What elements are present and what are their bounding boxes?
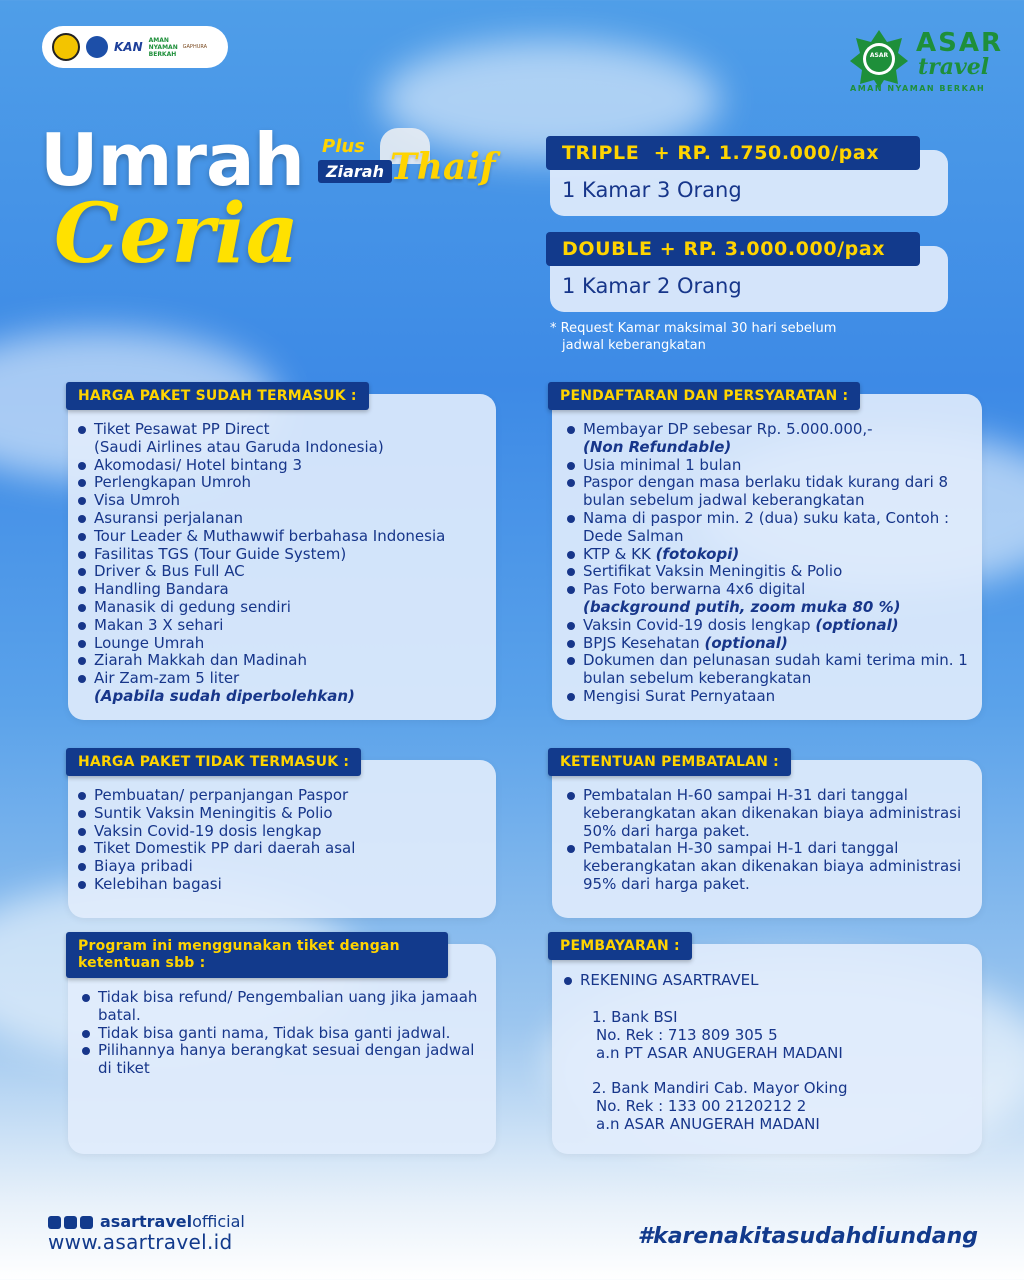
- room-note: [550, 320, 836, 354]
- logo-letters: ASAR: [869, 52, 889, 59]
- hero-thaif: Thaif: [390, 146, 496, 188]
- youtube-icon[interactable]: [80, 1216, 93, 1229]
- hero-ziarah: Ziarah: [318, 160, 392, 183]
- registration-list: [567, 421, 972, 706]
- list-item: Manasik di gedung sendiri: [78, 599, 493, 617]
- room-note-line2: jadwal keberangkatan: [562, 338, 706, 353]
- list-item: Tidak bisa ganti nama, Tidak bisa ganti jadwal.: [82, 1025, 492, 1043]
- room-label-double: DOUBLE + RP. 3.000.000/pax: [546, 232, 920, 266]
- room-desc: 1 Kamar 3 Orang: [562, 178, 742, 202]
- list-item: BPJS Kesehatan (optional): [567, 635, 972, 653]
- registration-title: PENDAFTARAN DAN PERSYARATAN :: [548, 382, 860, 410]
- list-item: Pembuatan/ perpanjangan Paspor: [78, 787, 493, 805]
- partner-badge-icon: [52, 33, 80, 61]
- list-item: REKENING ASARTRAVEL: [564, 972, 964, 990]
- list-item: Paspor dengan masa berlaku tidak kurang dari 8 bulan sebelum jadwal keberangkatan: [567, 474, 972, 510]
- gaphura-logo: GAPHURA: [182, 44, 208, 50]
- excluded-list: [78, 787, 493, 894]
- payment-list: [564, 972, 964, 990]
- room-desc: 1 Kamar 2 Orang: [562, 274, 742, 298]
- bank-an: a.n PT ASAR ANUGERAH MADANI: [596, 1044, 843, 1062]
- list-item: Dokumen dan pelunasan sudah kami terima min. 1 bulan sebelum keberangkatan: [567, 652, 972, 688]
- cancellation-list: [567, 787, 967, 894]
- brand-sub: travel: [918, 54, 990, 80]
- list-item: Vaksin Covid-19 dosis lengkap: [78, 823, 493, 841]
- list-item: Tiket Pesawat PP Direct (Saudi Airlines atau Garuda Indonesia): [78, 421, 493, 457]
- list-item: Visa Umroh: [78, 492, 493, 510]
- star-emblem-icon: [848, 28, 910, 90]
- list-item: Lounge Umrah: [78, 635, 493, 653]
- bank-rek: No. Rek : 133 00 2120212 2: [596, 1097, 807, 1115]
- asar-logo: [848, 28, 1003, 98]
- list-item: Perlengkapan Umroh: [78, 474, 493, 492]
- included-list: [78, 421, 493, 706]
- list-item: Air Zam-zam 5 liter (Apabila sudah diperbolehkan): [78, 670, 493, 706]
- facebook-icon[interactable]: [64, 1216, 77, 1229]
- list-item: Pas Foto berwarna 4x6 digital (background putih, zoom muka 80 %): [567, 581, 972, 617]
- list-item: Asuransi perjalanan: [78, 510, 493, 528]
- list-item: Ziarah Makkah dan Madinah: [78, 652, 493, 670]
- ticket-title: Program ini menggunakan tiket dengan ketentuan sbb :: [66, 932, 448, 978]
- bank-an: a.n ASAR ANUGERAH MADANI: [596, 1115, 820, 1133]
- payment-title: PEMBAYARAN :: [548, 932, 692, 960]
- included-title: HARGA PAKET SUDAH TERMASUK :: [66, 382, 369, 410]
- list-item: Tidak bisa refund/ Pengembalian uang jika jamaah batal.: [82, 989, 492, 1025]
- list-item: Driver & Bus Full AC: [78, 563, 493, 581]
- list-item: Kelebihan bagasi: [78, 876, 493, 894]
- partner-logos: [42, 26, 228, 68]
- room-note-line1: * Request Kamar maksimal 30 hari sebelum: [550, 321, 837, 336]
- social-handle[interactable]: asartravelofficial: [100, 1212, 245, 1231]
- list-item: Pembatalan H-60 sampai H-31 dari tanggal keberangkatan akan dikenakan biaya administrasi 50% dari harga paket.: [567, 787, 967, 840]
- room-label-triple: TRIPLE + RP. 1.750.000/pax: [546, 136, 920, 170]
- cancellation-title: KETENTUAN PEMBATALAN :: [548, 748, 791, 776]
- list-item: Pilihannya hanya berangkat sesuai dengan jadwal di tiket: [82, 1042, 492, 1078]
- brand-slogan: AMAN NYAMAN BERKAH: [850, 84, 986, 93]
- aman-nyaman-logo: AMAN NYAMAN BERKAH: [148, 36, 178, 58]
- list-item: Fasilitas TGS (Tour Guide System): [78, 546, 493, 564]
- bank-name: 1. Bank BSI: [592, 1008, 678, 1026]
- list-item: Tiket Domestik PP dari daerah asal: [78, 840, 493, 858]
- list-item: Mengisi Surat Pernyataan: [567, 688, 972, 706]
- list-item: Biaya pribadi: [78, 858, 493, 876]
- list-item: Membayar DP sebesar Rp. 5.000.000,- (Non Refundable): [567, 421, 972, 457]
- bank-name: 2. Bank Mandiri Cab. Mayor Oking: [592, 1079, 848, 1097]
- excluded-title: HARGA PAKET TIDAK TERMASUK :: [66, 748, 361, 776]
- instagram-icon[interactable]: [48, 1216, 61, 1229]
- kan-logo: KAN: [114, 40, 143, 54]
- hero-plus: Plus: [322, 136, 365, 157]
- list-item: KTP & KK (fotokopi): [567, 546, 972, 564]
- ticket-list: [82, 989, 492, 1078]
- social-icons: [48, 1216, 93, 1229]
- bank-rek: No. Rek : 713 809 305 5: [596, 1026, 778, 1044]
- brand-name: ASAR: [916, 28, 1003, 58]
- bank-bsi: [592, 1008, 843, 1062]
- list-item: Makan 3 X sehari: [78, 617, 493, 635]
- mst-logo-icon: [86, 36, 108, 58]
- list-item: Nama di paspor min. 2 (dua) suku kata, Contoh : Dede Salman: [567, 510, 972, 546]
- list-item: Suntik Vaksin Meningitis & Polio: [78, 805, 493, 823]
- list-item: Usia minimal 1 bulan: [567, 457, 972, 475]
- list-item: Handling Bandara: [78, 581, 493, 599]
- hero-title-ceria: Ceria: [54, 186, 299, 282]
- list-item: Tour Leader & Muthawwif berbahasa Indonesia: [78, 528, 493, 546]
- list-item: Sertifikat Vaksin Meningitis & Polio: [567, 563, 972, 581]
- list-item: Akomodasi/ Hotel bintang 3: [78, 457, 493, 475]
- hashtag: #karenakitasudahdiundang: [637, 1224, 978, 1249]
- list-item: Pembatalan H-30 sampai H-1 dari tanggal keberangkatan akan dikenakan biaya administrasi 95% dari harga paket.: [567, 840, 967, 893]
- hero-title-umrah: Umrah: [40, 118, 304, 202]
- list-item: Vaksin Covid-19 dosis lengkap (optional): [567, 617, 972, 635]
- bank-mandiri: [592, 1079, 848, 1133]
- website-link[interactable]: www.asartravel.id: [48, 1230, 233, 1254]
